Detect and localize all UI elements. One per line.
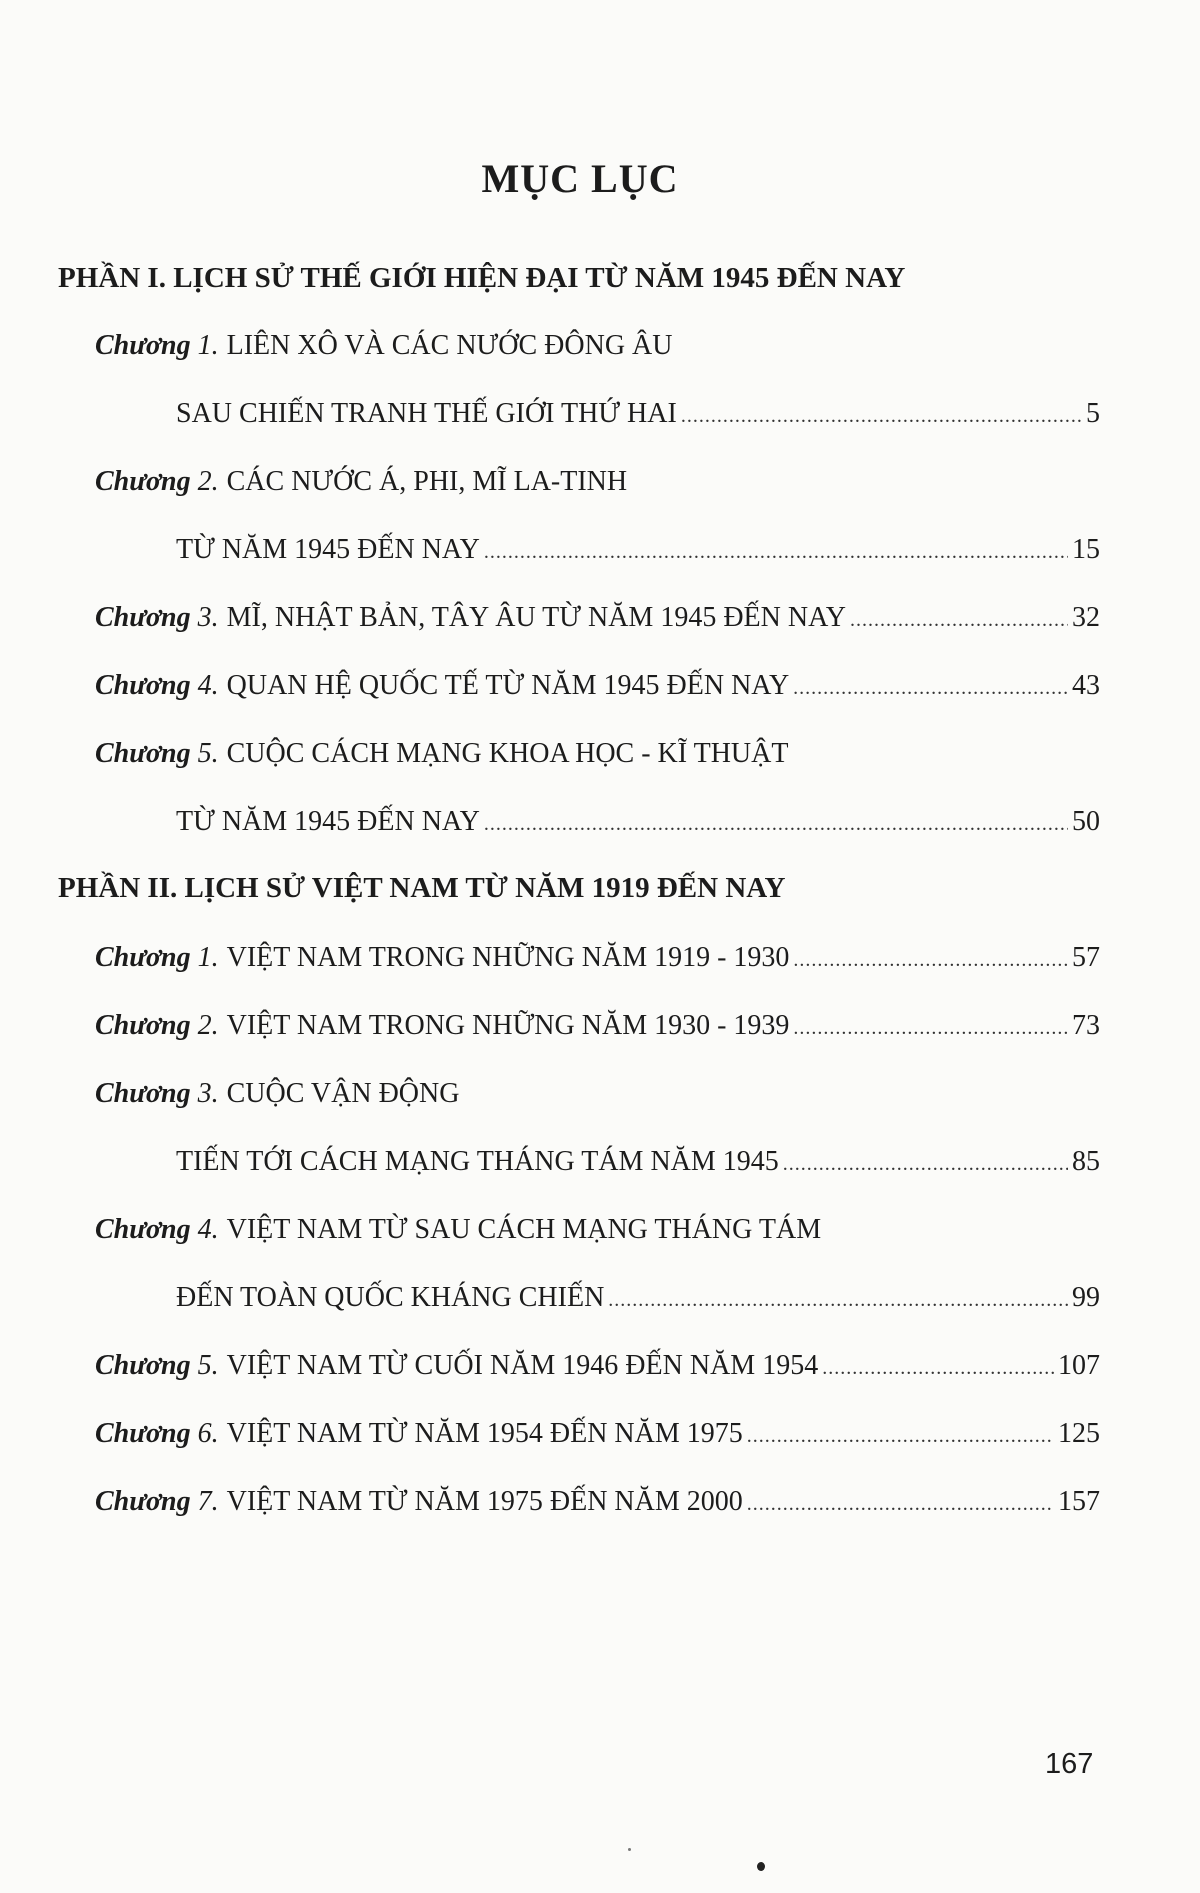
toc-entry-part1-chapter2-cont [176, 534, 1100, 566]
chapter-label: Chương 5. [95, 1350, 219, 1381]
dot-leader [793, 949, 1068, 972]
toc-entry-part1-chapter3 [95, 602, 1100, 634]
toc-entry-part1-chapter1-cont [176, 398, 1100, 430]
chapter-title-line: CUỘC CÁCH MẠNG KHOA HỌC - KĨ THUẬT [226, 738, 789, 769]
dot-leader [822, 1357, 1054, 1380]
page-ref: 125 [1058, 1418, 1100, 1449]
chapter-label: Chương 7. [95, 1486, 219, 1517]
toc-entry-part1-chapter5 [95, 738, 788, 770]
chapter-title-line: VIỆT NAM TRONG NHỮNG NĂM 1919 - 1930 [226, 942, 790, 973]
page-ref: 32 [1072, 602, 1100, 633]
chapter-title-line: VIỆT NAM TRONG NHỮNG NĂM 1930 - 1939 [226, 1010, 790, 1041]
page-ref: 5 [1086, 398, 1100, 429]
chapter-title-line: ĐẾN TOÀN QUỐC KHÁNG CHIẾN [176, 1282, 605, 1313]
page-ref: 157 [1058, 1486, 1100, 1517]
toc-entry-part1-chapter5-cont [176, 806, 1100, 838]
page-ref: 15 [1072, 534, 1100, 565]
page-ref: 43 [1072, 670, 1100, 701]
chapter-title-line: MĨ, NHẬT BẢN, TÂY ÂU TỪ NĂM 1945 ĐẾN NAY [226, 602, 846, 633]
chapter-label: Chương 3. [95, 1078, 219, 1109]
toc-entry-part2-chapter3-cont [176, 1146, 1100, 1178]
chapter-label: Chương 5. [95, 738, 219, 769]
chapter-title-line: QUAN HỆ QUỐC TẾ TỪ NĂM 1945 ĐẾN NAY [226, 670, 790, 701]
chapter-title-line: VIỆT NAM TỪ NĂM 1975 ĐẾN NĂM 2000 [226, 1486, 743, 1517]
dot-leader [484, 813, 1068, 836]
chapter-title-line: VIỆT NAM TỪ SAU CÁCH MẠNG THÁNG TÁM [226, 1214, 822, 1245]
page-number: 167 [1045, 1748, 1094, 1780]
chapter-title-line: TỪ NĂM 1945 ĐẾN NAY [176, 806, 480, 837]
chapter-label: Chương 4. [95, 1214, 219, 1245]
chapter-title-line: LIÊN XÔ VÀ CÁC NƯỚC ĐÔNG ÂU [226, 330, 673, 361]
chapter-label: Chương 1. [95, 330, 219, 361]
page-ref: 107 [1058, 1350, 1100, 1381]
dot-leader [793, 677, 1068, 700]
chapter-title-line: TIẾN TỚI CÁCH MẠNG THÁNG TÁM NĂM 1945 [176, 1146, 779, 1177]
chapter-label: Chương 3. [95, 602, 219, 633]
toc-entry-part1-chapter2 [95, 466, 627, 498]
toc-entry-part2-chapter5 [95, 1350, 1100, 1382]
chapter-title-line: VIỆT NAM TỪ NĂM 1954 ĐẾN NĂM 1975 [226, 1418, 743, 1449]
ink-speck [757, 1862, 765, 1871]
dot-leader [783, 1153, 1068, 1176]
chapter-title-line: TỪ NĂM 1945 ĐẾN NAY [176, 534, 480, 565]
dot-leader [747, 1493, 1054, 1516]
page-ref: 73 [1072, 1010, 1100, 1041]
dot-leader [681, 405, 1082, 428]
chapter-title-line: VIỆT NAM TỪ CUỐI NĂM 1946 ĐẾN NĂM 1954 [226, 1350, 819, 1381]
page-title: MỤC LỤC [481, 156, 679, 201]
toc-entry-part1-chapter1 [95, 330, 673, 362]
dot-leader [484, 541, 1068, 564]
chapter-title-line: SAU CHIẾN TRANH THẾ GIỚI THỨ HAI [176, 398, 677, 429]
dot-leader [793, 1017, 1068, 1040]
part-heading-2: PHẦN II. LỊCH SỬ VIỆT NAM TỪ NĂM 1919 ĐẾN NAY [58, 872, 786, 904]
page-ref: 50 [1072, 806, 1100, 837]
chapter-label: Chương 4. [95, 670, 219, 701]
page-ref: 85 [1072, 1146, 1100, 1177]
dot-leader [850, 609, 1068, 632]
toc-entry-part2-chapter2 [95, 1010, 1100, 1042]
toc-entry-part1-chapter4 [95, 670, 1100, 702]
page-ref: 99 [1072, 1282, 1100, 1313]
page-ref: 57 [1072, 942, 1100, 973]
toc-entry-part2-chapter3 [95, 1078, 459, 1110]
dot-leader [608, 1289, 1068, 1312]
chapter-title-line: CÁC NƯỚC Á, PHI, MĨ LA-TINH [226, 466, 628, 497]
chapter-title-line: CUỘC VẬN ĐỘNG [226, 1078, 460, 1109]
toc-entry-part2-chapter4 [95, 1214, 821, 1246]
chapter-label: Chương 1. [95, 942, 219, 973]
toc-entry-part2-chapter6 [95, 1418, 1100, 1450]
toc-entry-part2-chapter7 [95, 1486, 1100, 1518]
dot-leader [747, 1425, 1054, 1448]
ink-speck [628, 1848, 631, 1851]
part-heading-1: PHẦN I. LỊCH SỬ THẾ GIỚI HIỆN ĐẠI TỪ NĂM 1945 ĐẾN NAY [58, 262, 906, 294]
toc-entry-part2-chapter4-cont [176, 1282, 1100, 1314]
toc-entry-part2-chapter1 [95, 942, 1100, 974]
chapter-label: Chương 2. [95, 1010, 219, 1041]
chapter-label: Chương 2. [95, 466, 219, 497]
chapter-label: Chương 6. [95, 1418, 219, 1449]
